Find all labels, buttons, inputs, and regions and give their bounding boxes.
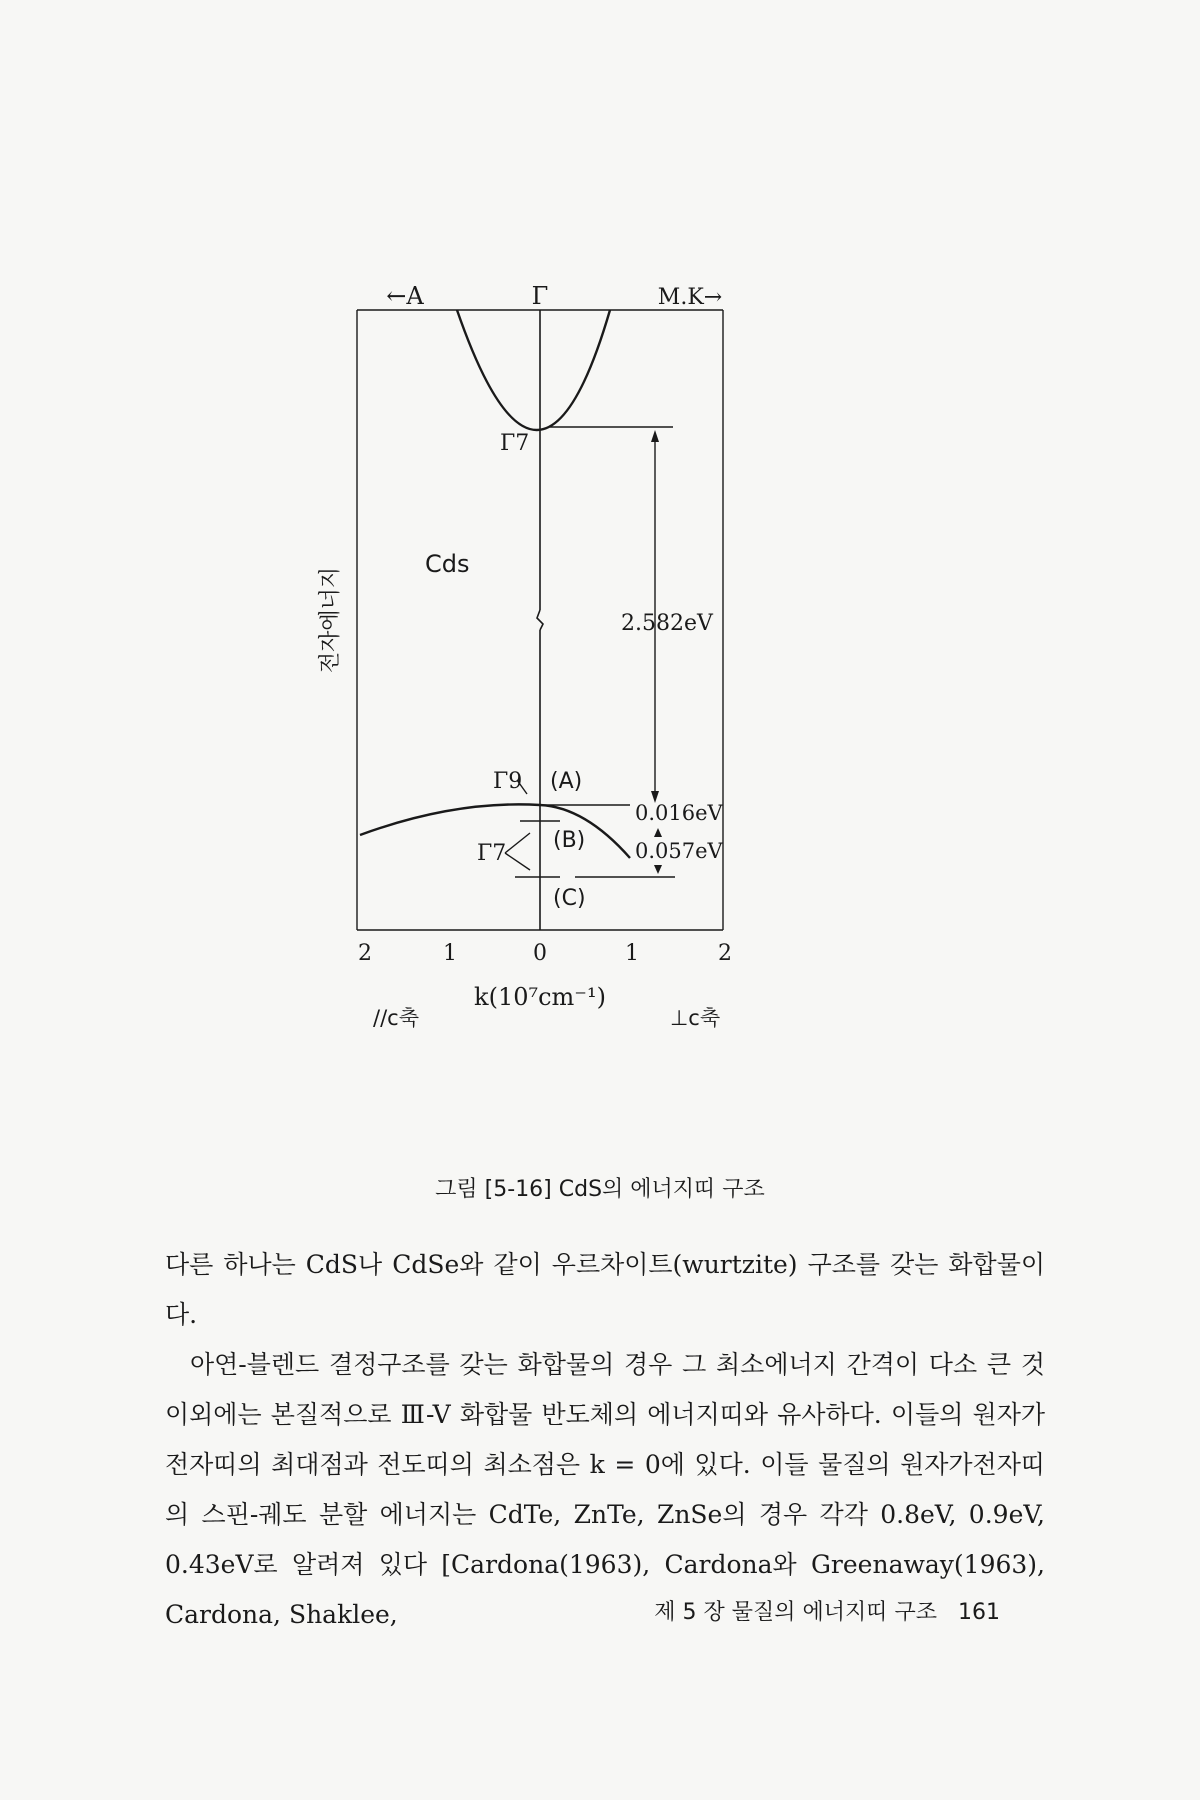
ab-arrow-head [654,828,662,837]
band-structure-figure [318,280,865,1180]
paragraph-1: 다른 하나는 CdS나 CdSe와 같이 우르차이트(wurtzite) 구조를 갖는 화합물이다. [165,1250,1045,1329]
gamma7-bottom-label: Γ7 [477,841,507,866]
gap-label-ab: 0.016eV [635,801,723,825]
band-C-label: (C) [553,886,586,911]
gamma9-label: Γ9 [493,769,523,794]
page-footer [640,1595,1000,1626]
top-label-left: ←A [386,282,424,310]
page-number: 161 [958,1600,1000,1625]
conduction-band-curve [457,310,610,430]
x-tick: 0 [533,941,547,966]
gamma7-top-label: Γ7 [500,431,530,456]
band-A-label: (A) [550,769,583,794]
axis-parallel-c-label: //c축 [373,1006,419,1030]
y-axis-label: 전자에너지 [318,566,343,674]
material-label: Cds [425,550,470,578]
top-label-right: M.K→ [657,285,723,310]
top-label-gamma: Γ [531,282,549,310]
x-tick: 1 [625,941,639,966]
x-tick: 2 [358,941,372,966]
band-B-label: (B) [553,828,586,853]
gamma7-bottom-arrows [505,833,530,870]
gap-label-bc: 0.057eV [635,839,723,863]
figure-caption: 그림 [5-16] CdS의 에너지띠 구조 [435,1177,765,1202]
paragraph-2: 아연-블렌드 결정구조를 갖는 화합물의 경우 그 최소에너지 간격이 다소 큰 것 이외에는 본질적으로 Ⅲ-V 화합물 반도체의 에너지띠와 유사하다. 이들의 원자가전자띠의 최대점과 전도띠의 최소점은 k = 0에 있다. 이들 물질의 원자가전자띠의 스핀-궤도 분할 에너지는 CdTe, ZnTe, ZnSe의 경우 각각 0.8eV, 0.9eV, 0.43eV로 알려져 있다 [Cardona(1963), Cardona와 Greenaway(1963), Cardona, Shaklee, [165,1350,1045,1629]
axis-break-mark [537,610,543,630]
bc-arrow-head [654,865,662,874]
gap-label-main: 2.582eV [621,611,713,636]
band-diagram [318,280,865,1180]
x-tick: 1 [443,941,457,966]
body-text [165,1240,1045,1640]
axis-perp-c-label: ⊥c축 [670,1006,721,1030]
gap-arrow-head-up [651,430,659,442]
chapter-title: 제 5 장 물질의 에너지띠 구조 [654,1600,937,1625]
x-axis-label: k(10⁷cm⁻¹) [474,983,606,1011]
x-tick: 2 [718,941,732,966]
